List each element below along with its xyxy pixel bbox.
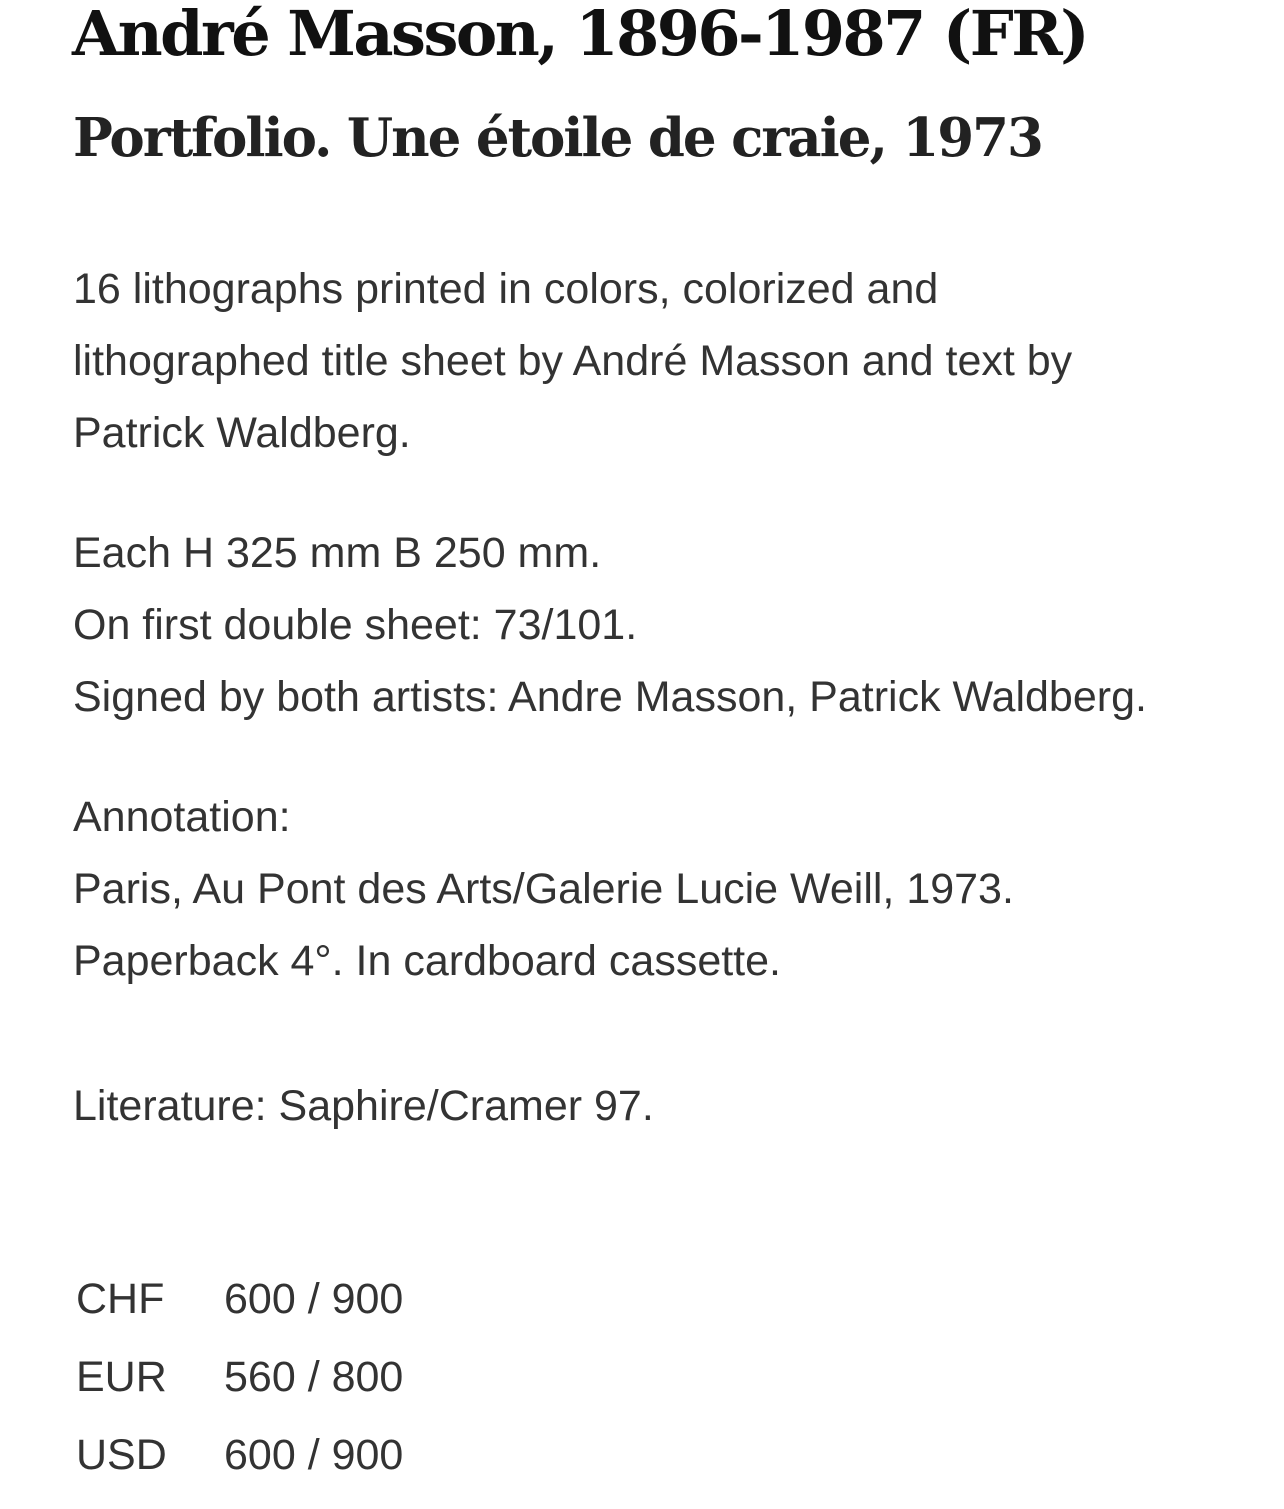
artist-heading: André Masson, 1896-1987 (FR) xyxy=(72,0,1088,70)
estimate-table xyxy=(76,1260,403,1494)
estimate-row xyxy=(76,1260,403,1338)
annotation-label: Annotation: xyxy=(73,793,291,841)
signature-note: Signed by both artists: Andre Masson, Patrick Waldberg. xyxy=(73,673,1147,721)
details xyxy=(73,517,1147,733)
publisher-info: Paris, Au Pont des Arts/Galerie Lucie Weill, 1973. xyxy=(73,865,1014,913)
dimensions: Each H 325 mm B 250 mm. xyxy=(73,529,602,577)
work-title: Portfolio. Une étoile de craie, 1973 xyxy=(73,107,1042,169)
binding-info: Paperback 4°. In cardboard cassette. xyxy=(73,937,781,985)
description-line: lithographed title sheet by André Masson and text by xyxy=(73,337,1073,385)
currency-code: CHF xyxy=(76,1275,165,1323)
annotation xyxy=(73,781,1014,997)
estimate-row xyxy=(76,1416,403,1494)
literature-reference: Literature: Saphire/Cramer 97. xyxy=(73,1082,654,1130)
description xyxy=(73,253,1213,469)
currency-code: USD xyxy=(76,1431,167,1479)
edition-number: On first double sheet: 73/101. xyxy=(73,601,638,649)
estimate-range: 560 / 800 xyxy=(224,1353,404,1401)
estimate-row xyxy=(76,1338,403,1416)
description-line: Patrick Waldberg. xyxy=(73,409,411,457)
estimate-range: 600 / 900 xyxy=(224,1275,404,1323)
literature xyxy=(73,1070,654,1142)
description-line: 16 lithographs printed in colors, colorized and xyxy=(73,265,939,313)
estimate-range: 600 / 900 xyxy=(224,1431,404,1479)
currency-code: EUR xyxy=(76,1353,167,1401)
